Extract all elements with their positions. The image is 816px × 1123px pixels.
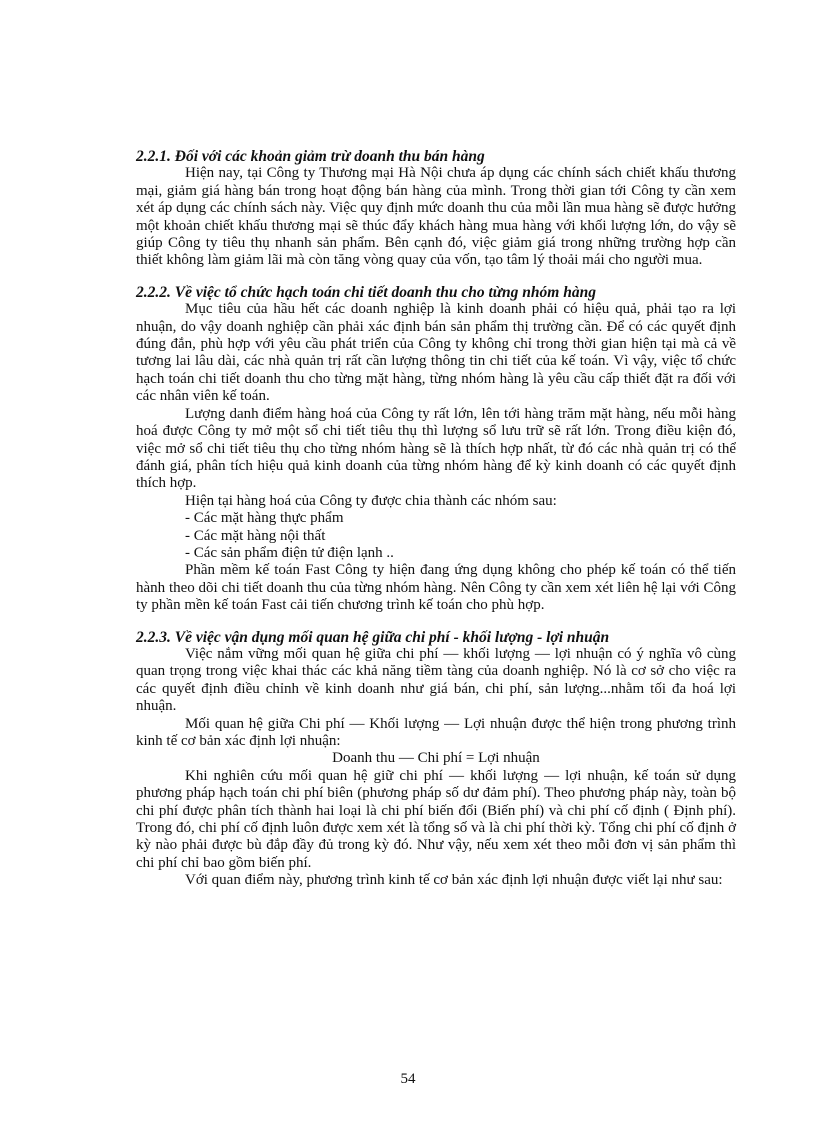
list-item: - Các mặt hàng nội thất <box>185 527 326 544</box>
paragraph: Việc nắm vững mối quan hệ giữa chi phí — khối lượng — lợi nhuận có ý nghĩa vô cùng quan trọng trong việc khai thác các khả năng tiềm tàng của doanh nghiệp. Nó là cơ sở cho việc ra các quyết định điều chỉnh về kinh doanh như giá bán, chi phí, sản lượng...nhằm tối đa hoá lợi nhuận. <box>136 645 736 715</box>
paragraph: Hiện tại hàng hoá của Công ty được chia thành các nhóm sau: <box>185 492 557 509</box>
paragraph: Với quan điểm này, phương trình kinh tế cơ bản xác định lợi nhuận được viết lại như sau: <box>185 872 723 889</box>
paragraph: Phần mềm kế toán Fast Công ty hiện đang ứng dụng không cho phép kế toán có thể tiến hành theo dõi chi tiết doanh thu của từng nhóm hàng. Nên Công ty cần xem xét liên hệ lại với Công ty phần mền kế toán Fast cải tiến chương trình kế toán cho phù hợp. <box>136 562 736 614</box>
page-number: 54 <box>400 1071 416 1087</box>
document-page <box>136 148 736 904</box>
section-heading: 2.2.3. Về việc vận dụng mối quan hệ giữa chi phí - khối lượng - lợi nhuận <box>136 628 610 646</box>
paragraph: Mối quan hệ giữa Chi phí — Khối lượng — Lợi nhuận được thể hiện trong phương trình kinh tế cơ bản xác định lợi nhuận: <box>136 715 736 749</box>
list-item: - Các mặt hàng thực phẩm <box>185 510 344 527</box>
section-2-2-2 <box>136 284 736 615</box>
section-2-2-1 <box>136 148 736 270</box>
paragraph: Lượng danh điểm hàng hoá của Công ty rất lớn, lên tới hàng trăm mặt hàng, nếu mỗi hàng hoá được Công ty mở một sổ chi tiết tiêu thụ thì lượng sổ lưu trữ sẽ rất lớn. Trong điều kiện đó, việc mở sổ chi tiết tiêu thụ cho từng nhóm hàng sẽ là thích hợp nhất, từ đó các nhà quản trị có thể đánh giá, phân tích hiệu quả kinh doanh của từng nhóm hàng để kỳ kinh doanh có các quyết định thích hợp. <box>136 405 736 492</box>
section-heading: 2.2.2. Về việc tổ chức hạch toán chi tiết doanh thu cho từng nhóm hàng <box>136 283 596 301</box>
paragraph: Hiện nay, tại Công ty Thương mại Hà Nội chưa áp dụng các chính sách chiết khấu thương mại, giảm giá hàng bán trong hoạt động bán hàng của mình. Trong thời gian tới Công ty cần xem xét áp dụng các chính sách này. Việc quy định mức doanh thu của mỗi lần mua hàng sẽ được hưởng một khoản chiết khấu thương mại sẽ thúc đẩy khách hàng mua hàng với khối lượng lớn, do vậy sẽ giúp Công ty tiêu thụ nhanh sản phẩm. Bên cạnh đó, việc giảm giá trong những trường hợp cần thiết không làm giảm lãi mà còn tăng vòng quay của vốn, tạo tâm lý thoải mái cho người mua. <box>136 165 736 269</box>
section-2-2-3 <box>136 629 736 890</box>
paragraph: Khi nghiên cứu mối quan hệ giữ chi phí — khối lượng — lợi nhuận, kế toán sử dụng phương pháp hạch toán chi phí biên (phương pháp số dư đảm phí). Theo phương pháp này, toàn bộ chi phí được phân tích thành hai loại là chi phí biến đổi (Biến phí) và chi phí cố định ( Định phí). Trong đó, chi phí cố định luôn được xem xét là tổng số và là chi phí thời kỳ. Tổng chi phí cố định ở kỳ nào phải được bù đắp đầy đủ trong kỳ đó. Như vậy, nếu xem xét theo mỗi đơn vị sản phẩm thì chi phí chỉ bao gồm biến phí. <box>136 767 736 871</box>
section-heading: 2.2.1. Đối với các khoản giảm trừ doanh thu bán hàng <box>136 148 485 165</box>
formula: Doanh thu — Chi phí = Lợi nhuận <box>332 750 540 767</box>
paragraph: Mục tiêu của hầu hết các doanh nghiệp là kinh doanh phải có hiệu quả, phải tạo ra lợi nhuận, do vậy doanh nghiệp cần phải xác định bán sản phẩm thị trường cần. Để có các quyết định đúng đắn, phù hợp với yêu cầu phát triển của Công ty không chỉ trong thời gian hiện tại mà cả về tương lai lâu dài, các nhà quản trị rất cần lượng thông tin chi tiết của kế toán. Vì vậy, việc tổ chức hạch toán chi tiết doanh thu cho từng mặt hàng, từng nhóm hàng là yêu cầu cấp thiết đặt ra đối với các nhân viên kế toán. <box>136 301 736 405</box>
list-item: - Các sản phẩm điện tử điện lạnh .. <box>185 544 394 561</box>
